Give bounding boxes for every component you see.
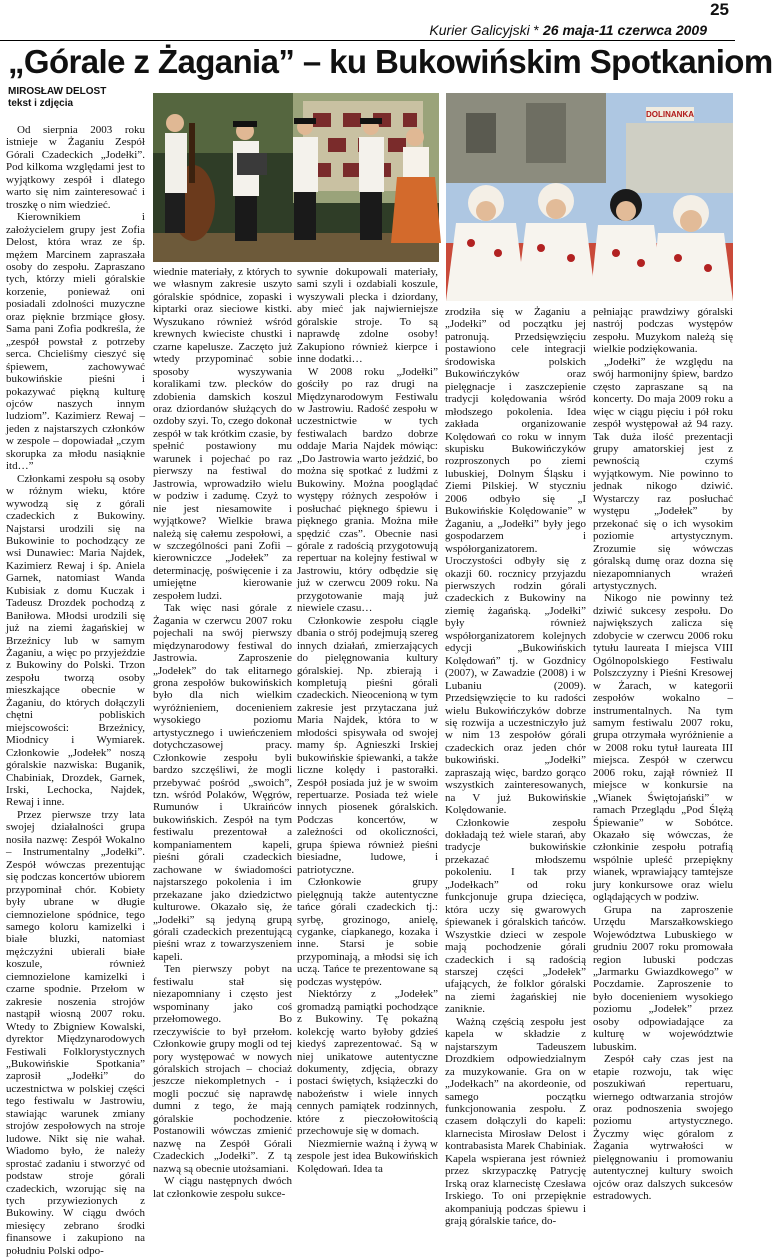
article-paragraph: sywnie dokupowali materiały, sami szyli i ozdabiali koszule, wyszywali plecka i dziordany, aby mieć jak najwierniejsze góralskie stroje. To są naprawdę zdolne osoby! Zakupiono również kierpce i inne dodatki… bbox=[297, 266, 438, 366]
byline bbox=[8, 86, 148, 110]
article-title: „Górale z Żagania” – ku Bukowińskim Spotkaniom bbox=[8, 43, 773, 80]
article-paragraph: Przez pierwsze trzy lata swojej działalności grupa nosiła nazwę: Zespół Wokalno – Instrumentalny „Jodełki”. Zespół wówczas prezentując się podczas koncertów ubiorem przypominał chór. Kobiety były ubrane w długie ciemnozielone spódnice, tego samego koloru kamizelki i białe bluzki, natomiast mężczyźni ubierali białe koszule, również ciemnozielone kamizelki i czarne spodnie. Przełom w zakresie noszenia strojów nastąpił wiosną 2007 roku. Wtedy to Zbigniew Kowalski, dyrektor Międzynarodowych Festiwali Folklorystycznych „Bukowińskie Spotkania” zaprosił „Jodełki” do uczestnictwa w polskiej części tego festiwalu w Jastrowiu, stawiając warunek zmiany strojów zespołowych na stroje ludowe. Nikt się nie wahał. Wiadomo było, że należy sprostać zadaniu i stworzyć od podstaw stroje górali czadeckich, wzorując się na tych przywiezionych z Bukowiny. W ciągu dwóch miesięcy zebrano środki finansowe i zakupiono na południu Polski odpo- bbox=[6, 808, 145, 1257]
header-separator: * bbox=[529, 22, 544, 38]
article-paragraph: Kierownikiem i założycielem grupy jest Zofia Delost, która wraz ze śp. mężem Marcinem zapraszała osoby do zespołu. Zapraszano tych, którzy mieli góralskie korzenie, ponieważ oni posiadali zdolności muzyczne oraz pięknie brzmiące głosy. Sama pani Zofia podkreśla, że „zespół powstał z potrzeby serca. Chcieliśmy cieszyć się śpiewem, zachowywać bukowińskie pieśni i pokazywać piękną kulturę ojców naszych innym ludziom”. Kazimierz Rewaj – jeden z najstarszych członków w zespole – dopowiadał „czym skorupka za młodu nasiąknie itd…” bbox=[6, 211, 145, 473]
article-column-4 bbox=[445, 306, 586, 1228]
article-paragraph: Niezmiernie ważną i żywą w zespole jest idea Bukowińskich Kolędowań. Idea ta bbox=[297, 1137, 438, 1175]
article-column-5 bbox=[593, 306, 733, 1203]
article-paragraph: Członkami zespołu są osoby w różnym wieku, które wywodzą się z górali czadeckich z Bukowiny. Najstarsi urodzili się na Bukowinie to pochodzący ze wsi Dunawiec: Maria Najdek, Kazimierz Rewaj i śp. Aniela Garnek, natomiast Wanda Kubisiak z domu Kuczak i Tadeusz Drozdek pochodzą z Baniłowa. Młodsi urodzili się już na ziemi żagańskiej w Brzeźnicy lub w samym Żaganiu, a więc po przyjeździe z Bukowiny do Polski. Trzon zespołu tworzą osoby mieszkające obecnie w Żaganiu, do których dołączyli chętni pobliskich miejscowości: Brzeźnicy, Miodnicy i Wymiarek. Członkowie „Jodełek” noszą góralskie nazwiska: Buganik, Chabiniak, Drozdek, Garnek, Irski, Lechocka, Najdek, Rewaj i inne. bbox=[6, 472, 145, 809]
article-paragraph: pełniając prawdziwy góralski nastrój podczas występów zespołu. Muzykom należą się wielkie podziękowania. bbox=[593, 306, 733, 356]
band-illustration bbox=[153, 93, 439, 262]
article-paragraph: Członkowie grupy pielęgnują także autentyczne tańce górali czadeckich tj.: syrbę, grozinogo, anielę, cyganke, ciapkanego, kozaka i inne. Starsi je sobie przypominają, a młodsi się ich uczą. Tańce te prezentowane są podczas występów. bbox=[297, 876, 438, 988]
article-paragraph: wiednie materiały, z których to we własnym zakresie uszyto góralskie spódnice, zopaski i kiptarki oraz sieciowe kistki. Wyszukano również wśród krewnych kwieciste chustki i czarne kapelusze. Zaczęto już wtedy przypominać sobie sposoby wyszywania koralikami tzw. plecków do zdobienia damskich koszul oraz dziordanów służących do ozdoby szyi. To, czego dokonał zespół w tak krótkim czasie, by spełnić postawiony mu warunek i pojechać po raz pierwszy na festiwal do Jastrowia, wprowadziło wielu w podziw i zadumę. Czyż to nie jest niesamowite i wyjątkowe? Wielkie brawa należą się całemu zespołowi, a w szczególności pani Zofii – kierowniczce „Jodełek” za determinację, poświęcenie i za umiejętne kierowanie zespołem ludzi. bbox=[153, 266, 292, 602]
article-paragraph: Członkowie zespołu ciągle dbania o strój podejmują szereg innych działań, zmierzających do pielęgnowania kultury góralskiej. Np. zbierają i kompletują pieśni górali czadeckich. Nieocenioną w tym zakresie jest przytaczana już Maria Najdek, która to w młodości spisywała od swojej mamy śp. Agnieszki Irskiej bukowińskie śpiewanki, a także liczne kolędy i pastorałki. Zespół posiada już je w swoim repertuarze. Posiada też wiele innych piosenek góralskich. Podczas koncertów, w zależności od okoliczności, grupa śpiewa również pieśni biesiadne, ludowe, i patriotyczne. bbox=[297, 614, 438, 876]
article-column-2 bbox=[153, 266, 292, 1200]
article-paragraph: Niektórzy z „Jodełek” gromadzą pamiątki pochodzące z Bukowiny. Tę pokaźną kolekcję warto byłoby gdzieś kiedyś zaprezentować. Są w niej unikatowe autentyczne dokumenty, zdjęcia, obrazy postaci świętych, książeczki do nabożeństw i wiele innych cennych pamiątek rodzinnych, które z pieczołowitością przechowuje się w domach. bbox=[297, 988, 438, 1138]
header-rule bbox=[0, 40, 735, 41]
publication-name: Kurier Galicyjski bbox=[429, 22, 530, 38]
byline-note: tekst i zdjęcia bbox=[8, 98, 74, 109]
article-paragraph: Członkowie zespołu dokładają też wiele starań, aby tradycje bukowińskie przekazać młodszemu pokoleniu. I tak przy „Jodełkach” od roku funkcjonuje grupa dziecięca, która uczy się gwarowych śpiewanek i góralskich tańców. Wszystkie dzieci w zespole mają pochodzenie górali czadeckich i są radością starszej części „Jodełek” ufających, że folklor góralski na ziemi żagańskiej nie zaniknie. bbox=[445, 816, 586, 1016]
article-paragraph: zrodziła się w Żaganiu a „Jodełki” od początku jej patronują. Przedsięwzięciu postawiono cele integracji środowiska polskich Bukowińczyków oraz pielęgnacje i zaszczepienie tradycji kolędowania wśród młodszego pokolenia. Idea zakłada organizowanie Kolędowań co roku w innym skupisku Bukowińczyków rozproszonych po ziemi lubuskiej, Dolnym Śląsku i Ziemi Pilskiej. W styczniu 2006 odbyło się „I Bukowińskie Kolędowanie” w Żaganiu, a „Jodełki” były jego gospodarzem i współorganizatorem. Uroczystości odbyły się z okazji 60. rocznicy przyjazdu pierwszych rodzin górali czadeckich z Bukowiny na ziemię żagańską. „Jodełki” były również współorganizatorem kolejnych edycji „Bukowińskich Kolędowań” tj. w Gozdnicy (2007), w Zawadzie (2008) i w Lubaniu (2009). Przedsięwzięcie to ku radości wielu Bukowińczyków dobrze się rozwija a uczestniczyło już w nim 13 zespołów górali czadeckich oraz jeden chór bukowiński. „Jodełki” zapraszają więc, bardzo gorąco wszystkich zainteresowanych, na V już Bukowińskie Kolędowanie. bbox=[445, 306, 586, 817]
article-paragraph: Zespół cały czas jest na etapie rozwoju, tak więc poszukiwań repertuaru, wiernego odtwarzania strojów oraz podnoszenia swojego poziomu artystycznego. Życzmy więc góralom z Żagania wytrwałości w pielęgnowaniu i promowaniu autentycznej kultury swoich ojców oraz dalszych sukcesów estradowych. bbox=[593, 1053, 733, 1203]
festival-illustration bbox=[446, 93, 733, 301]
page-header bbox=[0, 0, 735, 40]
article-paragraph: W ciągu następnych dwóch lat członkowie zespołu sukce- bbox=[153, 1175, 292, 1200]
publication-line bbox=[429, 22, 707, 38]
article-column-1 bbox=[6, 124, 145, 1257]
article-paragraph: Nikogo nie powinny też dziwić sukcesy zespołu. Do największych zalicza się zdobycie w czerwcu 2006 roku tytułu laureata I miejsca VIII Ogólnopolskiego Festiwalu Polszczyzny i Pieśni Kresowej w Żarach, w kategorii zespołów wokalno – instrumentalnych. Na tym samym festiwalu 2007 roku, grupa otrzymała wyróżnienie a w 2008 roku tytuł laureata III miejsca. Zespół w czerwcu 2006 roku, zajął również II miejsce w konkursie na „Wianek Świętojański” w ramach Przeglądu „Pod Ślężą Śpiewanie” w Sobótce. Okazało się wówczas, że członkinie zespołu potrafią wspólnie upleść przepiękny wianek, wprawiający tamtejsze jury konkursowe oraz wielu oglądających w podziw. bbox=[593, 592, 733, 904]
byline-author: MIROSŁAW DELOST bbox=[8, 86, 107, 97]
article-paragraph: Ten pierwszy pobyt na festiwalu stał się niezapomniany i często jest wspominany jako coś przełomowego. Bo rzeczywiście to był przełom. Członkowie grupy mogli od tej pory występować w nowych góralskich strojach – chociaż jeszcze niekompletnych - i mogli poczuć się naprawdę dumni z tego, że mają góralskie pochodzenie. Postanowili wówczas zmienić nazwę na Zespół Górali Czadeckich „Jodełki”. Z tą nazwą są obecnie utożsamiani. bbox=[153, 963, 292, 1175]
article-paragraph: Ważną częścią zespołu jest kapela w składzie z najstarszym Tadeuszem Drozdkiem odpowiedzialnym za muzykowanie. Gra on w „Jodełkach” na akordeonie, od samego początku funkcjonowania zespołu. Z czasem dołączyli do kapeli: klarnecista Mirosław Delost i kontrabasista Marek Chabiniak. Kapela wspierana jest również przez skrzypaczkę Patrycję Irską oraz klarnecistę Czesława Irskiego. To oni przepięknie akompaniują podczas śpiewu i grają góralskie tańce, do- bbox=[445, 1015, 586, 1228]
article-paragraph: W 2008 roku „Jodełki” gościły po raz drugi na Międzynarodowym Festiwalu w Jastrowiu. Radość zespołu w uczestnictwie w tych festiwalach bardzo dobrze oddaje Maria Najdek mówiąc: „Do Jastrowia warto jeździć, bo można się spotkać z ludźmi z Bukowiny. Można pooglądać występy różnych zespołów i posłuchać pięknego śpiewu i pięknego grania. Można miłe spędzić czas”. Obecnie nasi górale z radością przygotowują repertuar na kolejny festiwal w Jastrowiu, który odbędzie się już w czerwcu 2009 roku. Na przygotowanie mają już niewiele czasu… bbox=[297, 365, 438, 615]
article-column-3 bbox=[297, 266, 438, 1175]
article-paragraph: Od sierpnia 2003 roku istnieje w Żaganiu Zespół Górali Czadeckich „Jodełki”. Pod kilkoma względami jest to wyjątkowy zespół i dlatego warto się nim zainteresować i troszkę o nim wiedzieć. bbox=[6, 124, 145, 211]
issue-date: 26 maja-11 czerwca 2009 bbox=[543, 22, 707, 38]
article-paragraph: Grupa na zaproszenie Urzędu Marszałkowskiego Województwa Lubuskiego w grudniu 2007 roku promowała region lubuski podczas „Jarmarku Gwiazdkowego” w Poczdamie. Zaproszenie to było docenieniem wysokiego poziomu „Jodełek” przez osoby odpowiadające za kulturę w województwie lubuskim. bbox=[593, 903, 733, 1053]
photo-folk-band bbox=[153, 93, 439, 262]
festival-sign: DOLINANKA bbox=[646, 110, 694, 119]
page-number: 25 bbox=[710, 0, 729, 19]
photo-folk-women bbox=[446, 93, 733, 301]
article-paragraph: Tak więc nasi górale z Żagania w czerwcu 2007 roku pojechali na swój pierwszy międzynarodowy festiwal do Jastrowia. Zaproszenie „Jodełek” do tak elitarnego grona zespołów bukowińskich było dla nich wielkim wyróżnieniem, docenieniem wysokiego poziomu artystycznego i uwieńczeniem dotychczasowej pracy. Członkowie zespołu byli bardzo szczęśliwi, że mogli przebywać pośród „swoich”, tzn. wśród Polaków, Węgrów, Rumunów i Ukraińców bukowińskich. Zespół na tym festiwalu prezentował a kompaniamentem kapeli, pieśni górali czadeckich zachowane w świadomości najstarszego pokolenia i im przekazane jako dziedzictwo kulturowe. Okazało się, że „Jodełki” są jedyną grupą górali czadeckich prezentującą pieśni wraz z towarzyszeniem kapeli. bbox=[153, 602, 292, 963]
article-paragraph: „Jodełki” że względu na swój harmonijny śpiew, bardzo często zapraszane są na koncerty. Do maja 2009 roku a więc w ciągu pięciu i pół roku zespół występował aż 94 razy. Tak duża ilość prezentacji grupy amatorskiej jest z pewnością czymś wyjątkowym. Nie powinno to jednak nikogo dziwić. Wystarczy raz posłuchać występu „Jodełek” by przekonać się o ich wysokim poziomie artystycznym. Zrozumie się wówczas góralską dumę oraz dozna się niezapomnianych wrażeń artystycznych. bbox=[593, 355, 733, 592]
